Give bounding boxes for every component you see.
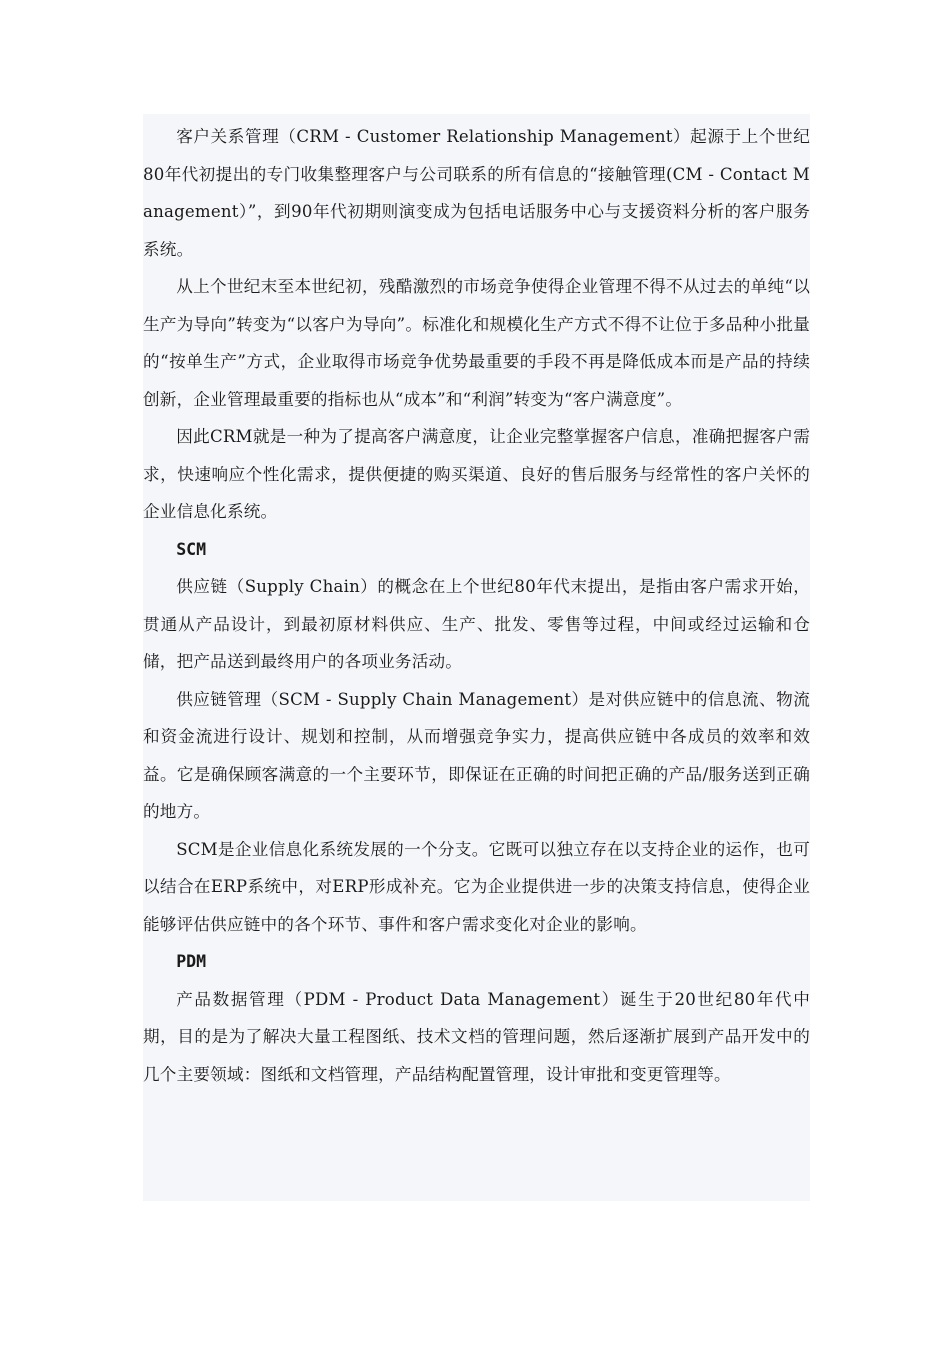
paragraph-supply-chain: 供应链（Supply Chain）的概念在上个世纪80年代末提出，是指由客户需求开始，贯通从产品设计，到最初原材料供应、生产、批发、零售等过程，中间或经过运输和仓储，把产品送到最终用户的各项业务活动。 [143, 577, 810, 671]
paragraph-pdm-definition: 产品数据管理（PDM - Product Data Management）诞生于20世纪80年代中期，目的是为了解决大量工程图纸、技术文档的管理问题，然后逐渐扩展到产品开发中的几个主要领域：图纸和文档管理，产品结构配置管理，设计审批和变更管理等。 [143, 989, 810, 1084]
text-block [143, 114, 810, 1201]
paragraph-crm-origin: 客户关系管理（CRM - Customer Relationship Management）起源于上个世纪80年代初提出的专门收集整理客户与公司联系的所有信息的“接触管理(CM - Contact Management）”，到90年代初期则演变成为包括电话服务中心与支援资料分析的客户服务系统。 [143, 127, 810, 259]
paragraph-crm-definition: 因此CRM就是一种为了提高客户满意度，让企业完整掌握客户信息，准确把握客户需求，快速响应个性化需求，提供便捷的购买渠道、良好的售后服务与经常性的客户关怀的企业信息化系统。 [143, 427, 810, 521]
paragraph-scm-branch: SCM是企业信息化系统发展的一个分支。它既可以独立存在以支持企业的运作，也可以结合在ERP系统中，对ERP形成补充。它为企业提供进一步的决策支持信息，使得企业能够评估供应链中的各个环节、事件和客户需求变化对企业的影响。 [143, 839, 810, 934]
heading-scm: SCM [176, 539, 207, 559]
paragraph-scm-definition: 供应链管理（SCM - Supply Chain Management）是对供应链中的信息流、物流和资金流进行设计、规划和控制，从而增强竞争实力，提高供应链中各成员的效率和效益。它是确保顾客满意的一个主要环节，即保证在正确的时间把正确的产品/服务送到正确的地方。 [143, 689, 810, 821]
heading-pdm: PDM [176, 952, 207, 971]
paragraph-crm-market: 从上个世纪末至本世纪初，残酷激烈的市场竞争使得企业管理不得不从过去的单纯“以生产为导向”转变为“以客户为导向”。标准化和规模化生产方式不得不让位于多品种小批量的“按单生产”方式，企业取得市场竞争优势最重要的手段不再是降低成本而是产品的持续创新，企业管理最重要的指标也从“成本”和“利润”转变为“客户满意度”。 [143, 277, 810, 409]
